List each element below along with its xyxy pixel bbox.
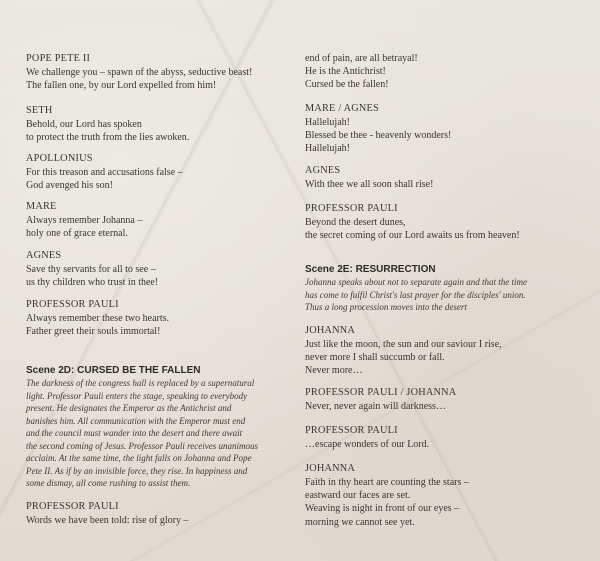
speaker-name: POPE PETE II [26, 53, 91, 64]
scene-description-line: Johanna speaks about not to separate again and that the time [305, 277, 527, 287]
verse-johanna [305, 324, 583, 378]
lyric-line: …escape wonders of our Lord. [305, 439, 430, 450]
lyric-line: Save thy servants for all to see – [26, 264, 156, 275]
verse-apollonius [26, 152, 288, 192]
verse-professor-pauli-2 [305, 424, 583, 451]
lyric-line: For this treason and accusations false – [26, 167, 183, 178]
speaker-name: PROFESSOR PAULI [305, 425, 398, 436]
scene-description-line: has come to fulfil Christ's last prayer for the disciples' union. [305, 289, 526, 300]
scene-description-line: present. He designates the Emperor as the Antichrist and [26, 403, 232, 413]
lyric-line: Just like the moon, the sun and our saviour I rise, [305, 339, 502, 350]
lyric-line: Hallelujah! [305, 117, 350, 128]
scene-description-line: acclaim. At the same time, the light falls on Johanna and Pope [26, 453, 252, 463]
verse-professor-pauli-2 [26, 500, 288, 527]
lyric-line: Blessed be thee - heavenly wonders! [305, 130, 452, 142]
speaker-name: PROFESSOR PAULI [26, 501, 119, 512]
lyric-line: He is the Antichrist! [305, 66, 386, 78]
scene-description-line: light. Professor Pauli enters the stage, speaking to everybody [26, 390, 248, 401]
verse-agnes [305, 164, 583, 191]
lyric-line: never more I shall succumb or fall. [305, 352, 445, 364]
verse-professor-pauli [26, 298, 288, 338]
scene-description-line: and the council must wander into the desert and there await [26, 428, 243, 438]
verse-mare [26, 200, 288, 240]
verse-continuation [305, 52, 583, 92]
lyric-line: God avenged his son! [26, 180, 113, 192]
lyric-line: Behold, our Lord has spoken [26, 119, 142, 130]
scene-description-line: The darkness of the congress hall is replaced by a supernatural [26, 378, 255, 388]
scene-description-line: some dismay, all come rushing to assist them. [26, 478, 191, 488]
lyric-line: end of pain, are all betrayal! [305, 53, 418, 64]
lyric-line: Words we have been told: rise of glory – [26, 515, 189, 526]
scene-2e [305, 263, 583, 314]
lyric-line: holy one of grace eternal. [26, 228, 128, 240]
lyric-line: us thy children who trust in thee! [26, 277, 159, 289]
speaker-name: SETH [26, 105, 53, 116]
scene-description-line: the second coming of Jesus. Professor Pauli receives unanimous [26, 440, 259, 451]
lyric-line: Weaving is night in front of our eyes – [305, 503, 460, 515]
scene-title: Scene 2D: CURSED BE THE FALLEN [26, 365, 201, 376]
lyric-line: Hallelujah! [305, 143, 350, 155]
verse-pauli-johanna [305, 386, 583, 413]
lyric-line: Always remember these two hearts. [26, 313, 170, 324]
scene-description-line: Thus a long procession moves into the desert [305, 302, 467, 312]
lyric-line: morning we cannot see yet. [305, 516, 415, 528]
verse-seth [26, 104, 288, 144]
lyric-line: the secret coming of our Lord awaits us from heaven! [305, 230, 520, 242]
scene-title: Scene 2E: RESURRECTION [305, 264, 436, 275]
lyric-line: eastward our faces are set. [305, 490, 411, 502]
verse-agnes [26, 249, 288, 289]
verse-professor-pauli [305, 202, 583, 242]
verse-pope-pete [26, 52, 288, 92]
speaker-name: MARE / AGNES [305, 103, 379, 114]
lyric-line: Father greet their souls immortal! [26, 326, 161, 338]
speaker-name: AGNES [305, 165, 341, 176]
speaker-name: MARE [26, 201, 57, 212]
lyric-line: We challenge you – spawn of the abyss, seductive beast! [26, 67, 253, 78]
speaker-name: PROFESSOR PAULI [26, 299, 119, 310]
lyric-line: Beyond the desert dunes, [305, 217, 406, 228]
scene-2d [26, 364, 288, 490]
lyric-line: The fallen one, by our Lord expelled from him! [26, 80, 217, 92]
speaker-name: PROFESSOR PAULI [305, 203, 398, 214]
scene-description-line: Pete II. As if by an invisible force, they rise. In happiness and [26, 465, 248, 476]
speaker-name: JOHANNA [305, 325, 356, 336]
lyric-line: Always remember Johanna – [26, 215, 143, 226]
lyric-line: to protect the truth from the lies awoken. [26, 132, 190, 144]
speaker-name: APOLLONIUS [26, 153, 93, 164]
scene-description-line: banishes him. All communication with the Emperor must end [26, 415, 246, 426]
verse-mare-agnes [305, 102, 583, 156]
verse-johanna-2 [305, 462, 583, 529]
lyric-line: Never, never again will darkness… [305, 401, 446, 412]
speaker-name: AGNES [26, 250, 62, 261]
lyric-line: Faith in thy heart are counting the stars – [305, 477, 469, 488]
speaker-name: JOHANNA [305, 463, 356, 474]
speaker-name: PROFESSOR PAULI / JOHANNA [305, 387, 457, 398]
lyric-line: With thee we all soon shall rise! [305, 179, 434, 190]
lyric-line: Never more… [305, 365, 363, 377]
lyric-line: Cursed be the fallen! [305, 79, 389, 91]
